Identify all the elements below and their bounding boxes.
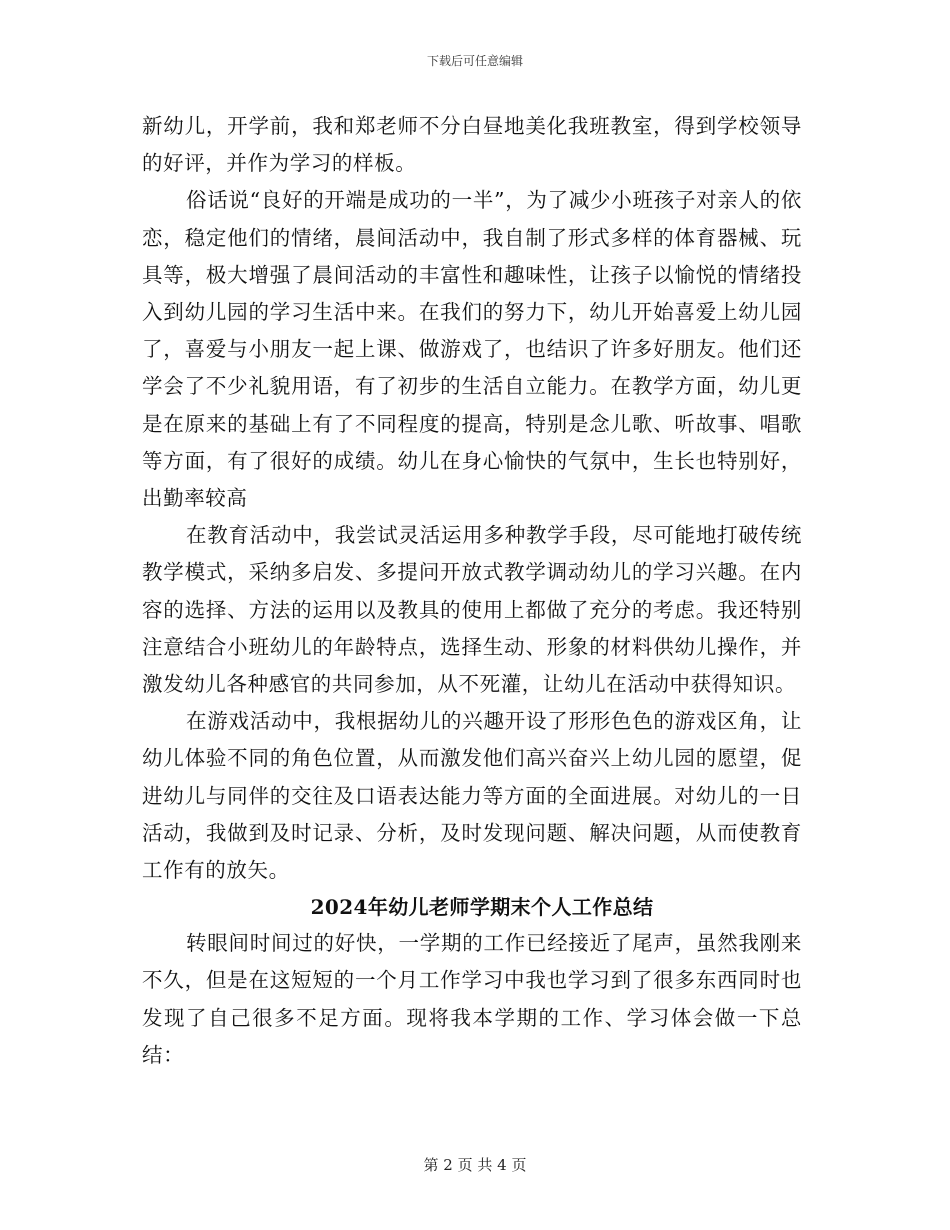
paragraph-teaching-activities: 在教育活动中，我尝试灵活运用多种教学手段，尽可能地打破传统教学模式，采纳多启发、多提问开放式教学调动幼儿的学习兴趣。在内容的选择、方法的运用以及教具的使用上都做了充分的考虑。我还特别注意结合小班幼儿的年龄特点，选择生动、形象的材料供幼儿操作，并激发幼儿各种感官的共同参加，从不死灌，让幼儿在活动中获得知识。 (142, 523, 802, 697)
paragraph-game-activities: 在游戏活动中，我根据幼儿的兴趣开设了形形色色的游戏区角，让幼儿体验不同的角色位置，从而激发他们高兴奋兴上幼儿园的愿望，促进幼儿与同伴的交往及口语表达能力等方面的全面进展。对幼儿的一日活动，我做到及时记录、分析，及时发现问题、解决问题，从而使教育工作有的放矢。 (142, 709, 802, 883)
paragraph-continued: 新幼儿，开学前，我和郑老师不分白昼地美化我班教室，得到学校领导的好评，并作为学习的样板。 (142, 114, 802, 176)
page-header-note: 下载后可任意编辑 (426, 54, 523, 68)
paragraph-summary-intro: 转眼间时间过的好快，一学期的工作已经接近了尾声，虽然我刚来不久，但是在这短短的一个月工作学习中我也学习到了很多东西同时也发现了自己很多不足方面。现将我本学期的工作、学习体会做一下总结： (142, 931, 802, 1067)
document-body (142, 108, 802, 1074)
paragraph-morning-activities: 俗话说“良好的开端是成功的一半”，为了减少小班孩子对亲人的依恋，稳定他们的情绪，晨间活动中，我自制了形式多样的体育器械、玩具等，极大增强了晨间活动的丰富性和趣味性，让孩子以愉悦的情绪投入到幼儿园的学习生活中来。在我们的努力下，幼儿开始喜爱上幼儿园了，喜爱与小朋友一起上课、做游戏了，也结识了许多好朋友。他们还学会了不少礼貌用语，有了初步的生活自立能力。在教学方面，幼儿更是在原来的基础上有了不同程度的提高，特别是念儿歌、听故事、唱歌等方面，有了很好的成绩。幼儿在身心愉快的气氛中，生长也特别好，出勤率较高 (142, 188, 802, 511)
page-number: 第 2 页 共 4 页 (423, 1156, 527, 1174)
section-title: 2024年幼儿老师学期末个人工作总结 (310, 895, 654, 920)
